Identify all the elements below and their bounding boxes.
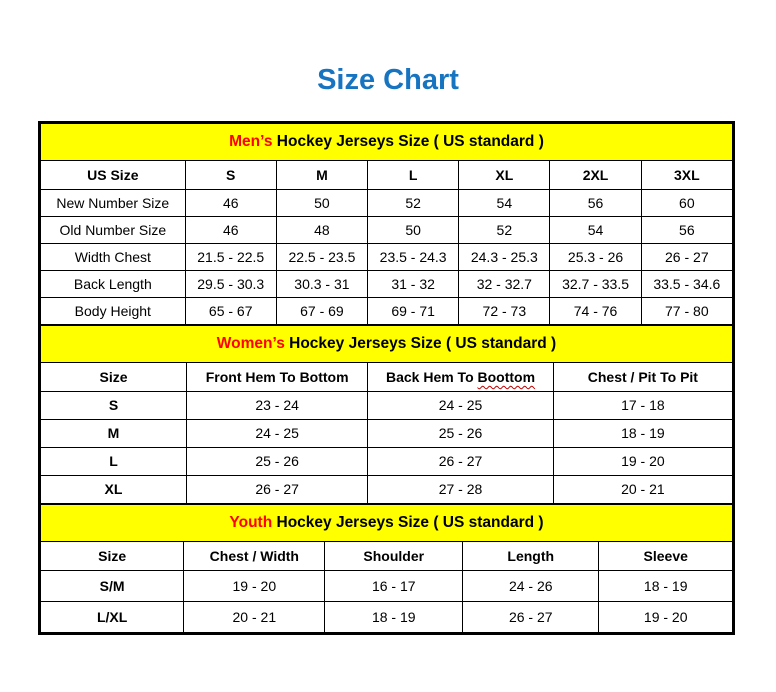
value-cell: 52 (459, 217, 550, 244)
value-cell: 30.3 - 31 (276, 271, 367, 298)
row-label: S/M (41, 571, 184, 602)
column-header: Chest / Pit To Pit (553, 363, 732, 392)
row-label: XL (41, 476, 187, 504)
column-header: Length (463, 542, 599, 571)
value-cell: 33.5 - 34.6 (641, 271, 732, 298)
column-header: 2XL (550, 161, 641, 190)
mens-band-accent: Men’s (229, 133, 273, 151)
value-cell: 18 - 19 (553, 420, 732, 448)
value-cell: 50 (368, 217, 459, 244)
value-cell: 19 - 20 (599, 602, 733, 633)
table-row (41, 298, 733, 325)
womens-band-accent: Women’s (216, 335, 285, 353)
value-cell: 54 (459, 190, 550, 217)
row-label: Old Number Size (41, 217, 186, 244)
value-cell: 54 (550, 217, 641, 244)
value-cell: 19 - 20 (553, 448, 732, 476)
youth-header-row (41, 542, 733, 571)
womens-header-row (41, 363, 733, 392)
value-cell: 74 - 76 (550, 298, 641, 325)
column-header: 3XL (641, 161, 732, 190)
column-header: XL (459, 161, 550, 190)
value-cell: 20 - 21 (184, 602, 325, 633)
column-header: Sleeve (599, 542, 733, 571)
value-cell: 67 - 69 (276, 298, 367, 325)
table-row (41, 448, 733, 476)
table-row (41, 420, 733, 448)
value-cell: 22.5 - 23.5 (276, 244, 367, 271)
value-cell: 69 - 71 (368, 298, 459, 325)
header-text-prefix: Back Hem To (385, 368, 478, 385)
value-cell: 60 (641, 190, 732, 217)
value-cell: 27 - 28 (368, 476, 553, 504)
value-cell: 72 - 73 (459, 298, 550, 325)
value-cell: 25 - 26 (187, 448, 368, 476)
row-label: L/XL (41, 602, 184, 633)
value-cell: 25.3 - 26 (550, 244, 641, 271)
page-title: Size Chart (317, 64, 459, 96)
value-cell: 24 - 25 (368, 392, 553, 420)
column-header: Shoulder (325, 542, 463, 571)
value-cell: 19 - 20 (184, 571, 325, 602)
column-header: US Size (41, 161, 186, 190)
youth-band-accent: Youth (229, 514, 273, 532)
mens-header-row (41, 161, 733, 190)
value-cell: 26 - 27 (368, 448, 553, 476)
youth-table-band (41, 505, 733, 542)
value-cell: 31 - 32 (368, 271, 459, 298)
womens-table-band (41, 326, 733, 363)
value-cell: 25 - 26 (368, 420, 553, 448)
row-label: Width Chest (41, 244, 186, 271)
value-cell: 26 - 27 (641, 244, 732, 271)
row-label: L (41, 448, 187, 476)
table-row (41, 392, 733, 420)
table-row (41, 244, 733, 271)
value-cell: 52 (368, 190, 459, 217)
value-cell: 24 - 26 (463, 571, 599, 602)
value-cell: 23 - 24 (187, 392, 368, 420)
womens-size-table (40, 325, 733, 504)
value-cell: 29.5 - 30.3 (185, 271, 276, 298)
value-cell: 20 - 21 (553, 476, 732, 504)
value-cell: 50 (276, 190, 367, 217)
column-header: Size (41, 542, 184, 571)
row-label: New Number Size (41, 190, 186, 217)
mens-table-band (41, 124, 733, 161)
youth-table-title (41, 505, 733, 542)
mens-table-title (41, 124, 733, 161)
youth-size-table (40, 504, 733, 633)
value-cell: 32 - 32.7 (459, 271, 550, 298)
mens-band-rest: Hockey Jerseys Size ( US standard ) (272, 133, 544, 151)
table-row (41, 476, 733, 504)
column-header: M (276, 161, 367, 190)
table-row (41, 602, 733, 633)
value-cell: 56 (550, 190, 641, 217)
value-cell: 21.5 - 22.5 (185, 244, 276, 271)
value-cell: 24 - 25 (187, 420, 368, 448)
mens-size-table (40, 123, 733, 325)
youth-band-rest: Hockey Jerseys Size ( US standard ) (272, 514, 544, 532)
value-cell: 56 (641, 217, 732, 244)
womens-band-rest: Hockey Jerseys Size ( US standard ) (284, 335, 557, 353)
value-cell: 26 - 27 (463, 602, 599, 633)
value-cell: 18 - 19 (599, 571, 733, 602)
row-label: Body Height (41, 298, 186, 325)
value-cell: 32.7 - 33.5 (550, 271, 641, 298)
column-header: Chest / Width (184, 542, 325, 571)
value-cell: 16 - 17 (325, 571, 463, 602)
column-header: Size (41, 363, 187, 392)
value-cell: 23.5 - 24.3 (368, 244, 459, 271)
table-row (41, 571, 733, 602)
value-cell: 26 - 27 (187, 476, 368, 504)
value-cell: 24.3 - 25.3 (459, 244, 550, 271)
table-row (41, 271, 733, 298)
row-label: M (41, 420, 187, 448)
value-cell: 77 - 80 (641, 298, 732, 325)
value-cell: 65 - 67 (185, 298, 276, 325)
value-cell: 46 (185, 217, 276, 244)
header-text-misspelled: Boottom (477, 368, 536, 385)
value-cell: 18 - 19 (325, 602, 463, 633)
value-cell: 48 (276, 217, 367, 244)
table-row (41, 190, 733, 217)
column-header: L (368, 161, 459, 190)
column-header: S (185, 161, 276, 190)
row-label: S (41, 392, 187, 420)
column-header: Front Hem To Bottom (187, 363, 368, 392)
row-label: Back Length (41, 271, 186, 298)
value-cell: 17 - 18 (553, 392, 732, 420)
womens-table-title (41, 326, 733, 363)
table-row (41, 217, 733, 244)
column-header-misspelled (368, 363, 553, 392)
value-cell: 46 (185, 190, 276, 217)
size-chart-container (38, 121, 735, 635)
